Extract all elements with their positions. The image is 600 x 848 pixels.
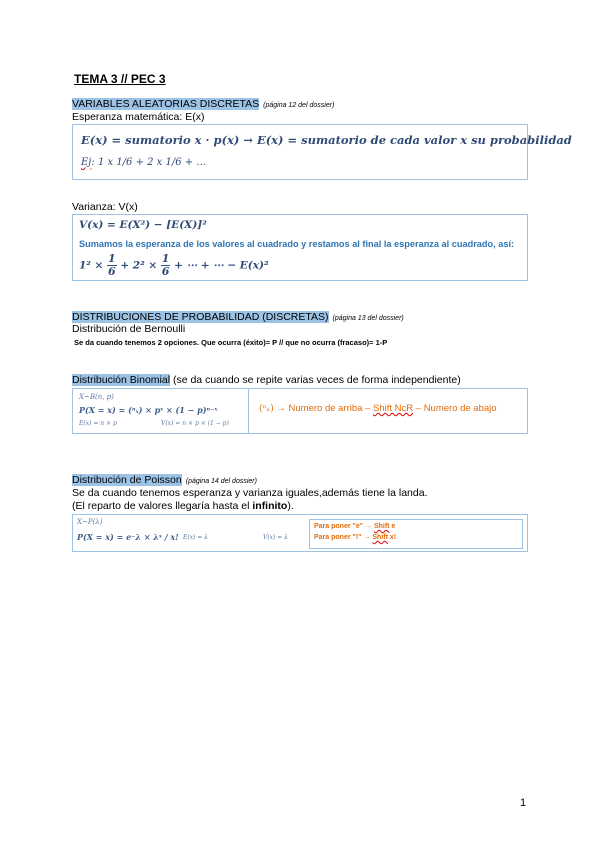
poisson-expectation: E(x) = λ <box>183 534 209 541</box>
varianza-text: Sumamos la esperanza de los valores al cuadrado y restamos al final la esperanza al cuadrado, así: <box>79 239 515 249</box>
fraction-1 <box>107 253 117 278</box>
page-number: 1 <box>520 797 527 809</box>
section-heading-distribuciones <box>72 311 404 323</box>
example-prefix: Ej <box>81 157 92 168</box>
dossier-note: (página 12 del dossier) <box>263 102 335 109</box>
fraction-2-num: 1 <box>161 252 170 265</box>
hint-text: Para poner "e" → <box>314 523 372 530</box>
term-1: 1² × <box>79 259 104 272</box>
dossier-note: (página 14 del dossier) <box>185 478 257 485</box>
binomial-formulas <box>73 389 249 433</box>
esperanza-label: Esperanza matemática: E(x) <box>72 111 205 123</box>
poisson-text-2 <box>72 500 294 512</box>
bernoulli-text: Se da cuando tenemos 2 opciones. Que ocurra (éxito)= P // que no ocurra (fracaso)= 1-P <box>74 338 388 347</box>
poisson-heading <box>72 474 257 486</box>
page-title: TEMA 3 // PEC 3 <box>74 72 166 86</box>
binomial-hint <box>259 403 497 414</box>
binomial-expectation: E(x) = n × p <box>79 420 117 427</box>
heading-text: VARIABLES ALEATORIAS DISCRETAS <box>72 98 260 110</box>
poisson-pmf: P(X = x) = e⁻λ × λˣ / x! <box>77 532 179 542</box>
binomial-desc: (se da cuando se repite varias veces de forma independiente) <box>170 374 461 386</box>
term-2: + 2² × <box>120 259 158 272</box>
poisson-hint-e <box>314 523 395 530</box>
poisson-text-2b: infinito <box>252 500 288 512</box>
hint-key: Shift <box>373 523 390 530</box>
binomial-dist: X~B(n, p) <box>79 393 114 401</box>
varianza-formula: V(x) = E(X²) − [E(X)]² <box>79 219 207 231</box>
poisson-hints <box>309 519 523 549</box>
poisson-label: Distribución de Poisson <box>72 474 182 486</box>
fraction-1-num: 1 <box>108 252 116 265</box>
hint-key: Shift <box>372 534 388 541</box>
binomial-variance: V(x) = n × p × (1 − p) <box>161 420 229 427</box>
esperanza-box <box>72 124 572 180</box>
section-heading-variables <box>72 98 334 110</box>
fraction-2-den: 6 <box>161 265 170 278</box>
bernoulli-label: Distribución de Bernoulli <box>72 323 186 335</box>
binomial-box <box>72 388 528 434</box>
hint-end: x! <box>387 534 397 541</box>
poisson-variance: V(x) = λ <box>263 534 289 541</box>
term-3: + ⋯ + ⋯ − E(x)² <box>174 259 269 272</box>
heading-text: DISTRIBUCIONES DE PROBABILIDAD (DISCRETAS) <box>72 311 329 323</box>
fraction-1-den: 6 <box>108 265 116 278</box>
poisson-dist: X~P(λ) <box>77 518 103 526</box>
poisson-hint-factorial <box>314 534 396 541</box>
poisson-text-2c: ). <box>287 500 294 512</box>
poisson-text-2a: (El reparto de valores llegaría hasta el <box>72 500 253 512</box>
poisson-text-1: Se da cuando tenemos esperanza y varianza iguales,además tiene la landa. <box>72 487 428 499</box>
varianza-example <box>79 253 269 278</box>
example-text: : 1 x 1/6 + 2 x 1/6 + … <box>91 157 207 168</box>
esperanza-example <box>81 157 206 168</box>
binomial-symbol: (ⁿₓ) <box>259 404 274 414</box>
varianza-box <box>72 214 528 281</box>
poisson-box <box>72 514 528 552</box>
binomial-hint-key: Shift NcR <box>373 403 414 414</box>
binomial-heading <box>72 374 461 386</box>
binomial-pmf: P(X = x) = (ⁿₓ) × pˣ × (1 − p)ⁿ⁻ˣ <box>79 405 218 415</box>
fraction-2 <box>161 253 171 278</box>
binomial-hint-end: – Numero de abajo <box>415 403 497 414</box>
dossier-note: (página 13 del dossier) <box>332 315 404 322</box>
binomial-hint-text: → Numero de arriba – <box>276 403 371 414</box>
hint-end: e <box>389 523 396 530</box>
hint-text: Para poner "!" → <box>314 534 371 541</box>
binomial-label: Distribución Binomial <box>72 374 171 386</box>
varianza-label: Varianza: V(x) <box>72 201 138 213</box>
esperanza-formula: E(x) = sumatorio x · p(x) → E(x) = sumatorio de cada valor x su probabilidad <box>81 133 572 147</box>
